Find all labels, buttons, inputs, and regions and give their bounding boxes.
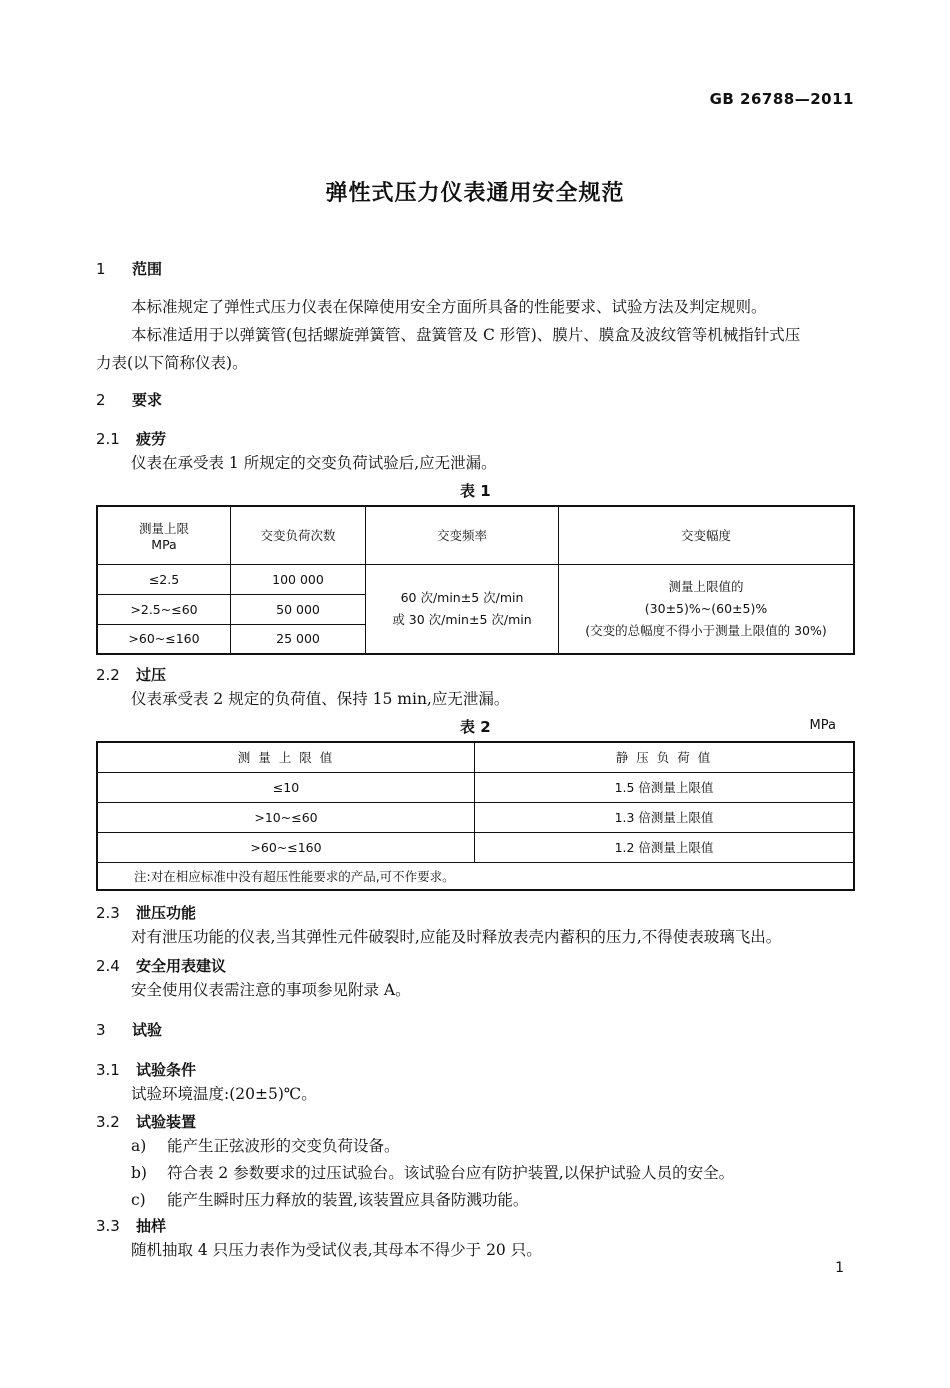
amplitude-line1: 测量上限值的: [668, 578, 744, 594]
standard-number: GB 26788—2011: [709, 90, 854, 108]
table-2: [96, 741, 855, 891]
cell-range: >2.5~≤60: [97, 594, 231, 624]
section-1-heading: [96, 258, 162, 279]
paragraph: 安全使用仪表需注意的事项参见附录 A。: [131, 981, 411, 999]
section-number: 2.3: [96, 904, 120, 922]
header-range: 测 量 上 限 值: [97, 742, 475, 772]
section-3-2-heading: [96, 1111, 196, 1132]
section-number: 3: [96, 1021, 106, 1039]
header-range-line1: 测量上限: [138, 520, 189, 536]
section-number: 1: [96, 260, 106, 278]
cell-range: ≤10: [97, 772, 475, 802]
table-note-row: [97, 862, 854, 890]
list-label: b): [131, 1164, 147, 1182]
section-3-1-heading: [96, 1059, 196, 1080]
cell-cycles: 50 000: [231, 594, 366, 624]
list-label: a): [131, 1137, 147, 1155]
section-2-4-heading: [96, 955, 226, 976]
section-number: 2: [96, 391, 106, 409]
list-label: c): [131, 1191, 146, 1209]
table-row: [97, 802, 854, 832]
cell-load: 1.2 倍测量上限值: [475, 832, 855, 862]
section-title: 抽样: [136, 1217, 167, 1235]
cell-cycles: 25 000: [231, 624, 366, 654]
cell-load: 1.3 倍测量上限值: [475, 802, 855, 832]
table-2-unit: MPa: [809, 718, 836, 733]
header-range-line2: MPa: [151, 536, 177, 552]
cell-range: >10~≤60: [97, 802, 475, 832]
section-number: 2.2: [96, 666, 120, 684]
paragraph: 试验环境温度:(20±5)℃。: [131, 1085, 317, 1103]
list-text: 能产生瞬时压力释放的装置,该装置应具备防溅功能。: [167, 1191, 529, 1209]
cell-load: 1.5 倍测量上限值: [475, 772, 855, 802]
page-number: 1: [835, 1260, 844, 1276]
section-title: 试验: [132, 1021, 163, 1039]
paragraph: 仪表承受表 2 规定的负荷值、保持 15 min,应无泄漏。: [131, 690, 510, 708]
table-1-caption: 表 1: [460, 482, 491, 500]
table-note: 注:对在相应标准中没有超压性能要求的产品,可不作要求。: [97, 862, 854, 890]
section-title: 范围: [132, 260, 163, 278]
paragraph: 力表(以下简称仪表)。: [96, 354, 248, 372]
section-number: 3.3: [96, 1217, 120, 1235]
list-item: [131, 1131, 400, 1161]
header-load: 静 压 负 荷 值: [475, 742, 855, 772]
section-3-3-heading: [96, 1215, 166, 1236]
section-title: 疲劳: [136, 430, 167, 448]
section-number: 2.4: [96, 957, 120, 975]
section-title: 泄压功能: [136, 904, 197, 922]
cell-range: >60~≤160: [97, 832, 475, 862]
paragraph: 随机抽取 4 只压力表作为受试仪表,其母本不得少于 20 只。: [131, 1241, 542, 1259]
section-title: 要求: [132, 391, 163, 409]
cell-cycles: 100 000: [231, 564, 366, 594]
table-row: [97, 564, 854, 594]
amplitude-line2: (30±5)%~(60±5)%: [644, 600, 768, 616]
list-item: [131, 1185, 528, 1215]
section-title: 过压: [136, 666, 167, 684]
section-3-heading: [96, 1019, 162, 1040]
section-number: 3.2: [96, 1113, 120, 1131]
cell-amplitude: [559, 564, 855, 654]
section-2-heading: [96, 389, 162, 410]
cell-frequency: [366, 564, 559, 654]
paragraph: 对有泄压功能的仪表,当其弹性元件破裂时,应能及时释放表壳内蓄积的压力,不得使表玻璃飞出。: [131, 928, 782, 946]
section-2-2-heading: [96, 664, 166, 685]
list-text: 符合表 2 参数要求的过压试验台。该试验台应有防护装置,以保护试验人员的安全。: [167, 1164, 735, 1182]
section-title: 安全用表建议: [136, 957, 227, 975]
section-number: 3.1: [96, 1061, 120, 1079]
section-number: 2.1: [96, 430, 120, 448]
section-title: 试验装置: [136, 1113, 197, 1131]
header-range: [97, 506, 231, 564]
table-1: [96, 505, 855, 655]
section-2-1-heading: [96, 428, 166, 449]
section-2-3-heading: [96, 902, 196, 923]
document-title: 弹性式压力仪表通用安全规范: [325, 181, 625, 206]
frequency-line2: 或 30 次/min±5 次/min: [392, 611, 532, 627]
cell-range: ≤2.5: [97, 564, 231, 594]
table-row: [97, 832, 854, 862]
paragraph: 本标准适用于以弹簧管(包括螺旋弹簧管、盘簧管及 C 形管)、膜片、膜盒及波纹管等机械指针式压: [131, 326, 801, 344]
table-row: [97, 772, 854, 802]
list-item: [131, 1158, 734, 1188]
table-2-caption: 表 2: [460, 718, 491, 736]
paragraph: 本标准规定了弹性式压力仪表在保障使用安全方面所具备的性能要求、试验方法及判定规则。: [131, 298, 767, 316]
cell-range: >60~≤160: [97, 624, 231, 654]
header-amplitude: 交变幅度: [559, 506, 855, 564]
header-frequency: 交变频率: [366, 506, 559, 564]
section-title: 试验条件: [136, 1061, 197, 1079]
frequency-line1: 60 次/min±5 次/min: [400, 589, 524, 605]
list-text: 能产生正弦波形的交变负荷设备。: [167, 1137, 400, 1155]
paragraph: 仪表在承受表 1 所规定的交变负荷试验后,应无泄漏。: [131, 454, 497, 472]
header-cycles: 交变负荷次数: [231, 506, 366, 564]
amplitude-line3: (交变的总幅度不得小于测量上限值的 30%): [585, 622, 827, 638]
